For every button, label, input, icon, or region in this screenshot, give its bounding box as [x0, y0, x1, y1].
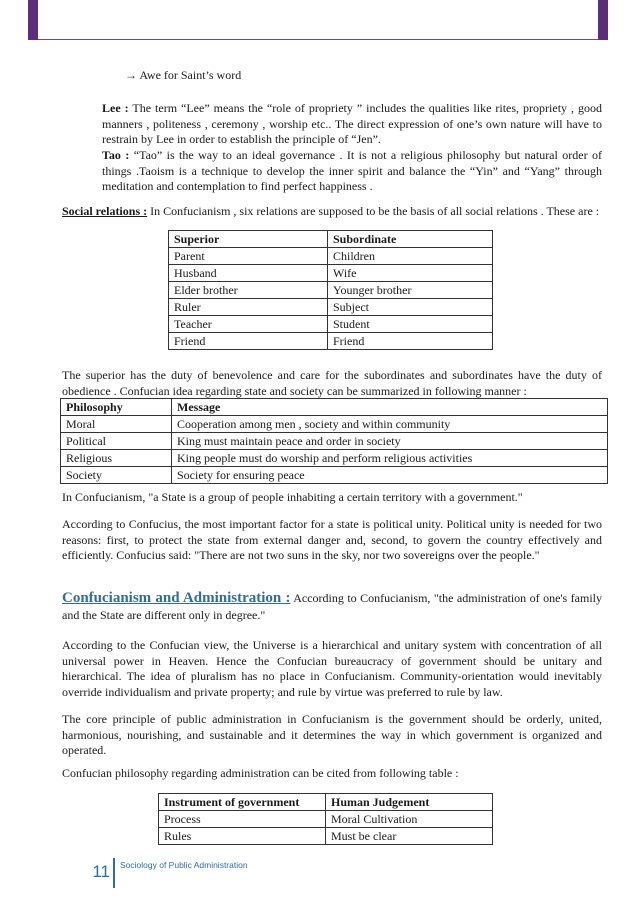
- table-row: [61, 450, 608, 467]
- table-cell: Moral: [61, 416, 172, 433]
- table-cell: Student: [328, 316, 493, 333]
- header-rule: [38, 39, 598, 40]
- instrument-table: [158, 793, 493, 845]
- table-cell: Political: [61, 433, 172, 450]
- table-row: [169, 282, 493, 299]
- state-paragraph: In Confucianism, "a State is a group of people inhabiting a certain territory with a government.": [62, 490, 523, 504]
- header-bar-left: [28, 0, 38, 40]
- table-cell: Friend: [328, 333, 493, 350]
- tao-term: Tao :: [102, 148, 130, 162]
- table-cell: Teacher: [169, 316, 328, 333]
- table-row: [169, 265, 493, 282]
- lee-term: Lee :: [102, 101, 129, 115]
- universe-paragraph: According to the Confucian view, the Universe is a hierarchical and unitary system with concentration of all universal power in Heaven. Hence the Confucian bureaucracy of government should be unitary and hierarchical. The idea of pluralism has no place in Confucianism. Community-orientation would inevitably override individualism and private property; and rule by virtue was preferred to rule by law.: [62, 638, 602, 699]
- table-header-cell: Human Judgement: [326, 794, 493, 811]
- table-cell: Rules: [159, 828, 326, 845]
- table-header-row: [159, 794, 493, 811]
- table-header-cell: Philosophy: [61, 399, 172, 416]
- table-cell: King people must do worship and perform religious activities: [172, 450, 608, 467]
- table-header-row: [169, 231, 493, 248]
- social-relations-paragraph: [62, 204, 602, 220]
- table-cell: Cooperation among men , society and within community: [172, 416, 608, 433]
- cite-paragraph: Confucian philosophy regarding administration can be cited from following table :: [62, 766, 459, 780]
- unity-paragraph: According to Confucius, the most important factor for a state is political unity. Political unity is needed for two reasons: first, to protect the state from external danger and, second, to govern the country effectively and efficiently. Confucius said: "There are not two suns in the sky, nor two sovereigns over the people.": [62, 517, 602, 562]
- table-cell: Ruler: [169, 299, 328, 316]
- table-cell: Parent: [169, 248, 328, 265]
- page-number: 11: [92, 862, 110, 881]
- table-row: [169, 316, 493, 333]
- header-bar-right: [598, 0, 608, 40]
- table-row: [159, 828, 493, 845]
- table-cell: Process: [159, 811, 326, 828]
- table-cell: Moral Cultivation: [326, 811, 493, 828]
- admin-text: According to Confucianism, "the administration of one's family and the State are different only in degree.": [62, 591, 602, 622]
- table-row: [61, 416, 608, 433]
- table-cell: Husband: [169, 265, 328, 282]
- lee-text: The term “Lee” means the “role of propriety ” includes the qualities like rites, propriety , good manners , politeness , ceremony , worship etc.. The direct expression of one’s own nature will have to restrain by Lee in order to establish the principle of “Jen”.: [102, 101, 602, 146]
- table-header-cell: Instrument of government: [159, 794, 326, 811]
- table-row: [169, 333, 493, 350]
- table-cell: Must be clear: [326, 828, 493, 845]
- table-row: [61, 433, 608, 450]
- duty-paragraph: The superior has the duty of benevolence and care for the subordinates and subordinates have the duty of obedience . Confucian idea regarding state and society can be summarized in following manner :: [62, 368, 602, 398]
- core-paragraph: The core principle of public administration in Confucianism is the government should be orderly, united, harmonious, nourishing, and sustainable and it determines the way in which government is organized and operated.: [62, 712, 602, 757]
- philosophy-table: [60, 398, 608, 484]
- table-cell: Society: [61, 467, 172, 484]
- table-row: [169, 299, 493, 316]
- footer-title: Sociology of Public Administration: [120, 860, 248, 870]
- table-cell: Younger brother: [328, 282, 493, 299]
- social-relations-text: In Confucianism , six relations are supposed to be the basis of all social relations . These are :: [147, 204, 600, 218]
- relations-table: [168, 230, 493, 350]
- footer-divider: [113, 858, 115, 888]
- table-header-cell: Subordinate: [328, 231, 493, 248]
- table-cell: Elder brother: [169, 282, 328, 299]
- social-relations-label: Social relations :: [62, 204, 148, 218]
- admin-heading: Confucianism and Administration :: [62, 590, 291, 606]
- lee-paragraph: [102, 101, 602, 148]
- table-header-cell: Message: [172, 399, 608, 416]
- tao-paragraph: [102, 148, 602, 195]
- table-header-cell: Superior: [169, 231, 328, 248]
- table-cell: Society for ensuring peace: [172, 467, 608, 484]
- arrow-line: → Awe for Saint’s word: [125, 68, 242, 82]
- table-cell: Subject: [328, 299, 493, 316]
- table-cell: Wife: [328, 265, 493, 282]
- table-cell: Religious: [61, 450, 172, 467]
- tao-text: “Tao” is the way to an ideal governance . It is not a religious philosophy but natural order of things .Taoism is a technique to develop the inner spirit and balance the “Yin” and “Yang” through meditation and contemplation to find perfect happiness .: [102, 148, 602, 193]
- table-row: [61, 467, 608, 484]
- table-cell: King must maintain peace and order in society: [172, 433, 608, 450]
- table-row: [159, 811, 493, 828]
- table-cell: Children: [328, 248, 493, 265]
- table-cell: Friend: [169, 333, 328, 350]
- table-row: [169, 248, 493, 265]
- admin-paragraph: [62, 590, 602, 624]
- table-header-row: [61, 399, 608, 416]
